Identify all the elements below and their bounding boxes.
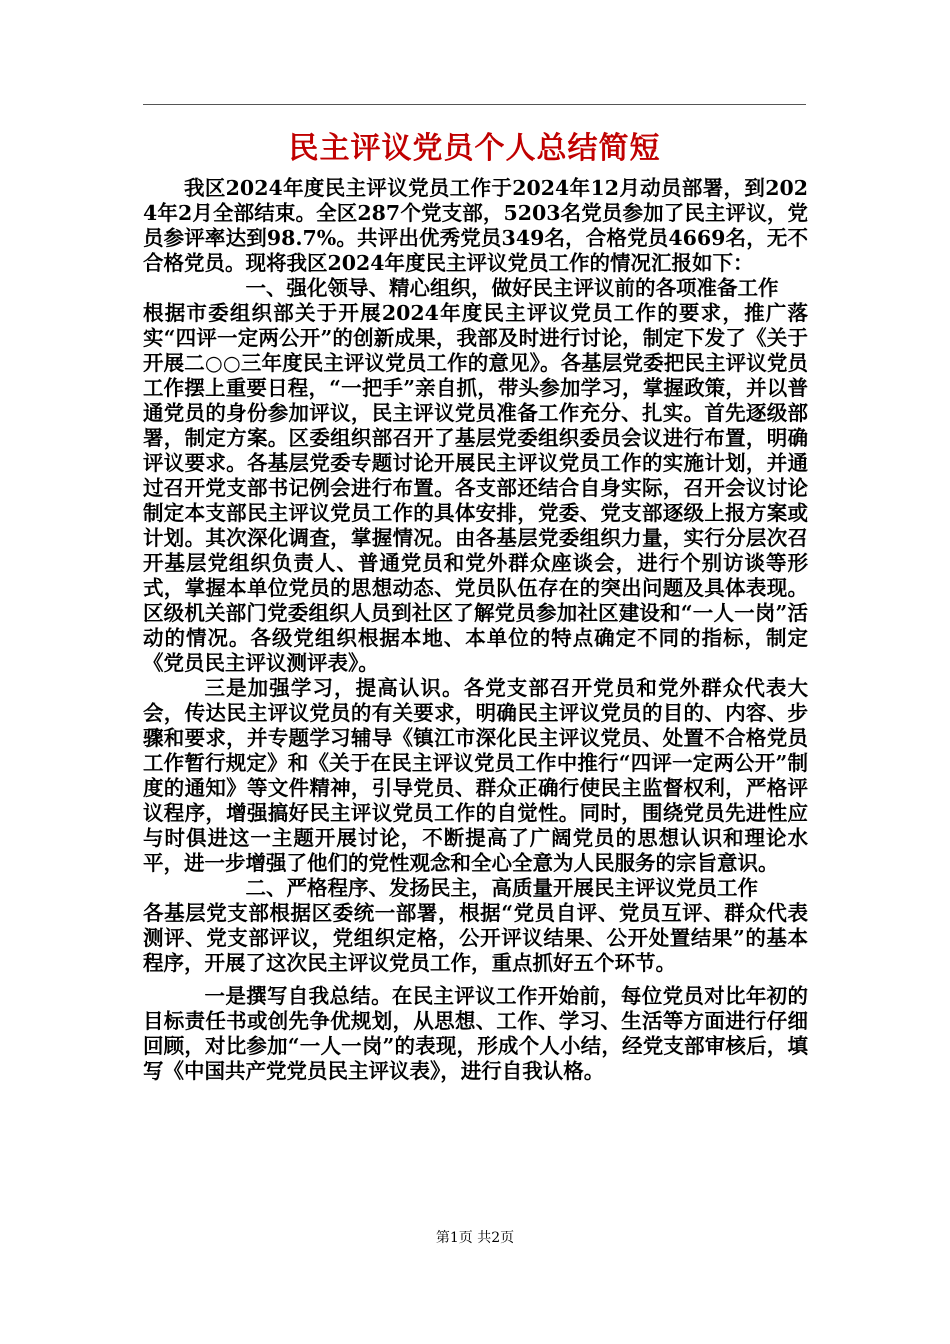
paragraph: 我区2024年度民主评议党员工作于2024年12月动员部署，到2024年2月全部结束。全区287个党支部，5203名党员参加了民主评议，党员参评率达到98.7%。共评出优秀党员349名，合格党员4669名，无不合格党员。现将我区2024年度民主评议党员工作的情况汇报如下： [143, 176, 808, 275]
page-footer: 第1页 共2页 [435, 1230, 515, 1246]
document-title: 民主评议党员个人总结简短 [288, 131, 661, 166]
document-body [143, 176, 808, 1084]
paragraph: 一是撰写自我总结。在民主评议工作开始前，每位党员对比年初的目标责任书或创先争优规划，从思想、工作、学习、生活等方面进行仔细回顾，对比参加“一人一岗”的表现，形成个人小结，经党支部审核后，填写《中国共产党党员民主评议表》，进行自我认格。 [143, 984, 808, 1083]
paragraph: 各基层党支部根据区委统一部署，根据“党员自评、党员互评、群众代表测评、党支部评议，党组织定格，公开评议结果、公开处置结果”的基本程序，开展了这次民主评议党员工作，重点抓好五个环节。 [143, 901, 808, 975]
paragraph: 根据市委组织部关于开展2024年度民主评议党员工作的要求，推广落实“四评一定两公开”的创新成果，我部及时进行讨论，制定下发了《关于开展二○○三年度民主评议党员工作的意见》。各基层党委把民主评议党员工作摆上重要日程，“一把手”亲自抓，带头参加学习，掌握政策，并以普通党员的身份参加评议，民主评议党员准备工作充分、扎实。首先逐级部署，制定方案。区委组织部召开了基层党委组织委员会议进行布置，明确评议要求。各基层党委专题讨论开展民主评议党员工作的实施计划，并通过召开党支部书记例会进行布置。各支部还结合自身实际，召开会议讨论制定本支部民主评议党员工作的具体安排，党委、党支部逐级上报方案或计划。其次深化调查，掌握情况。由各基层党委组织力量，实行分层次召开基层党组织负责人、普通党员和党外群众座谈会，进行个别访谈等形式，掌握本单位党员的思想动态、党员队伍存在的突出问题及具体表现。区级机关部门党委组织人员到社区了解党员参加社区建设和“一人一岗”活动的情况。各级党组织根据本地、本单位的特点确定不同的指标，制定《党员民主评议测评表》。 [143, 301, 808, 675]
section-heading: 二、严格程序、发扬民主，高质量开展民主评议党员工作 [245, 876, 758, 900]
section-heading: 一、强化领导、精心组织，做好民主评议前的各项准备工作 [245, 276, 779, 300]
paragraph: 三是加强学习，提高认识。各党支部召开党员和党外群众代表大会，传达民主评议党员的有关要求，明确民主评议党员的目的、内容、步骤和要求，并专题学习辅导《镇江市深化民主评议党员、处置不合格党员工作暂行规定》和《关于在民主评议党员工作中推行“四评一定两公开”制度的通知》等文件精神，引导党员、群众正确行使民主监督权利，严格评议程序，增强搞好民主评议党员工作的自觉性。同时，围绕党员先进性应与时俱进这一主题开展讨论，不断提高了广阔党员的思想认识和理论水平，进一步增强了他们的党性观念和全心全意为人民服务的宗旨意识。 [143, 676, 808, 875]
header-divider [143, 104, 806, 105]
